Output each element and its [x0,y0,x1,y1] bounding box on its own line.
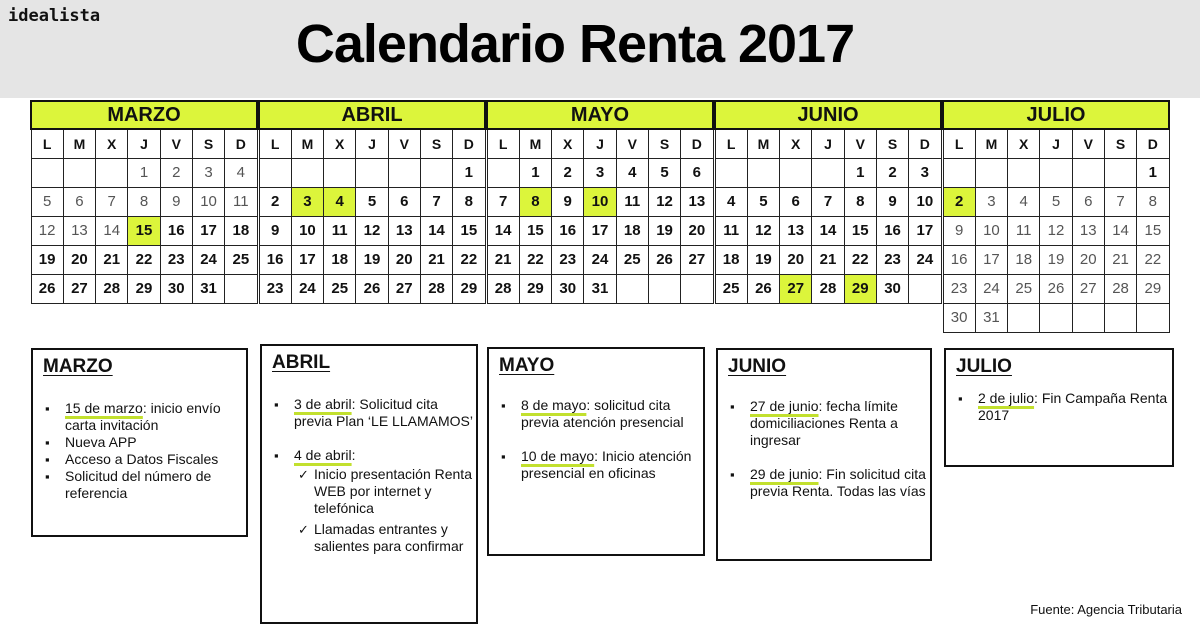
day-cell [1008,304,1040,333]
day-cell: 12 [648,188,680,217]
day-cell: 9 [943,217,975,246]
day-cell: 28 [420,275,452,304]
highlighted-date: 15 de marzo [65,400,143,416]
box-title: MARZO [43,356,113,377]
weekday-header: M [747,129,779,159]
day-cell: 6 [1072,188,1104,217]
calendar-junio [714,100,942,304]
day-cell: 13 [681,188,713,217]
list-item [33,451,246,468]
day-cell [259,159,291,188]
week-row [31,159,257,188]
highlighted-day-cell: 4 [324,188,356,217]
day-cell: 28 [487,275,519,304]
day-cell: 7 [96,188,128,217]
day-cell: 28 [812,275,844,304]
weekday-header: J [128,129,160,159]
info-box-marzo [31,348,248,537]
day-cell: 31 [975,304,1007,333]
weekday-header: D [225,129,257,159]
week-row [487,246,713,275]
day-cell: 6 [780,188,812,217]
day-cell: 20 [681,217,713,246]
day-cell: 16 [552,217,584,246]
list-item [946,390,1172,424]
day-cell [1104,159,1136,188]
weekday-header: J [812,129,844,159]
day-cell: 16 [943,246,975,275]
day-cell: 9 [160,188,192,217]
item-text: : fecha límite domiciliaciones Renta a ingresar [750,398,898,448]
week-row [259,188,485,217]
day-cell: 11 [324,217,356,246]
day-cell: 1 [1137,159,1169,188]
weekday-header: S [648,129,680,159]
day-cell: 22 [1137,246,1169,275]
weekday-header: M [63,129,95,159]
day-cell [1072,159,1104,188]
weekday-header: V [160,129,192,159]
item-text: Solicitud del número de referencia [65,468,212,501]
week-row [943,246,1169,275]
day-cell: 13 [780,217,812,246]
day-cell [975,159,1007,188]
day-cell: 18 [1008,246,1040,275]
weekday-header: D [453,129,485,159]
day-cell [747,159,779,188]
highlighted-day-cell: 27 [780,275,812,304]
day-cell: 30 [876,275,908,304]
week-row [715,188,941,217]
calendar-marzo [30,100,258,304]
day-cell: 25 [1008,275,1040,304]
day-cell: 19 [356,246,388,275]
day-cell: 29 [128,275,160,304]
day-cell: 26 [31,275,63,304]
week-row [31,217,257,246]
day-cell [715,159,747,188]
week-row [943,217,1169,246]
day-cell: 4 [715,188,747,217]
day-cell: 23 [259,275,291,304]
item-text: : Inicio atención presencial en oficinas [521,448,692,481]
day-cell: 12 [31,217,63,246]
day-cell [943,159,975,188]
day-cell: 25 [324,275,356,304]
box-title: JUNIO [728,356,787,377]
item-text: Acceso a Datos Fiscales [65,451,219,467]
weekday-header: S [1104,129,1136,159]
day-cell: 24 [975,275,1007,304]
day-cell: 19 [747,246,779,275]
day-cell: 6 [681,159,713,188]
day-cell: 1 [519,159,551,188]
day-cell: 22 [519,246,551,275]
day-cell: 13 [63,217,95,246]
day-cell: 10 [909,188,941,217]
weekday-header: X [96,129,128,159]
week-row [487,159,713,188]
day-cell: 27 [1072,275,1104,304]
list-item [718,466,930,500]
brand-logo: idealista [8,6,101,26]
day-cell: 24 [291,275,323,304]
highlighted-date: 10 de mayo [521,448,595,464]
highlighted-day-cell: 15 [128,217,160,246]
week-row [715,246,941,275]
day-cell: 7 [1104,188,1136,217]
day-cell [1137,304,1169,333]
day-cell: 3 [584,159,616,188]
list-item [33,434,246,451]
day-cell: 21 [487,246,519,275]
day-cell: 20 [780,246,812,275]
day-cell: 31 [192,275,224,304]
day-cell: 18 [616,217,648,246]
week-row [943,275,1169,304]
sub-item: ✓ Llamadas entrantes y salientes para confirmar [262,521,476,555]
week-row [259,159,485,188]
day-cell [780,159,812,188]
info-box-junio [716,348,932,561]
item-text: : [351,447,356,463]
day-cell: 30 [943,304,975,333]
weekday-header: L [487,129,519,159]
day-cell: 14 [1104,217,1136,246]
day-cell [225,275,257,304]
day-cell: 2 [259,188,291,217]
day-cell: 26 [747,275,779,304]
day-cell: 6 [63,188,95,217]
day-cell: 2 [876,159,908,188]
day-cell: 19 [1040,246,1072,275]
list-item [718,398,930,449]
month-name: JUNIO [715,101,941,129]
day-cell: 5 [747,188,779,217]
highlighted-date: 4 de abril [294,447,352,463]
day-cell: 17 [909,217,941,246]
day-cell: 20 [388,246,420,275]
week-row [487,188,713,217]
box-title: MAYO [499,355,555,376]
day-cell [1104,304,1136,333]
day-cell [681,275,713,304]
month-name: JULIO [943,101,1169,129]
weekday-header: V [616,129,648,159]
day-cell: 28 [96,275,128,304]
weekday-header: D [909,129,941,159]
highlighted-date: 8 de mayo [521,397,587,413]
day-cell [31,159,63,188]
day-cell: 16 [259,246,291,275]
day-cell: 27 [63,275,95,304]
day-cell: 23 [552,246,584,275]
calendar-mayo [486,100,714,304]
day-cell: 26 [356,275,388,304]
item-text: Nueva APP [65,434,137,450]
day-cell: 14 [812,217,844,246]
day-cell [96,159,128,188]
day-cell [648,275,680,304]
day-cell: 13 [1072,217,1104,246]
day-cell: 17 [192,217,224,246]
weekday-header: X [552,129,584,159]
week-row [259,275,485,304]
day-cell: 27 [388,275,420,304]
box-title: JULIO [956,356,1012,377]
day-cell [324,159,356,188]
month-name: MARZO [31,101,257,129]
weekday-header: D [1137,129,1169,159]
day-cell: 24 [909,246,941,275]
highlighted-date: 27 de junio [750,398,819,414]
month-name: MAYO [487,101,713,129]
day-cell: 8 [128,188,160,217]
list-item [262,396,476,430]
list-item [33,468,246,502]
week-row [943,159,1169,188]
day-cell: 2 [552,159,584,188]
day-cell: 11 [225,188,257,217]
day-cell: 22 [844,246,876,275]
day-cell: 18 [324,246,356,275]
day-cell: 4 [225,159,257,188]
day-cell: 14 [96,217,128,246]
day-cell: 24 [192,246,224,275]
week-row [31,246,257,275]
week-row [31,275,257,304]
sub-item: ✓ Inicio presentación Renta WEB por internet y telefónica [262,466,476,517]
day-cell: 10 [975,217,1007,246]
calendar-abril [258,100,486,304]
day-cell: 5 [1040,188,1072,217]
day-cell: 23 [943,275,975,304]
day-cell: 11 [616,188,648,217]
day-cell: 8 [1137,188,1169,217]
weekday-header: D [681,129,713,159]
day-cell [616,275,648,304]
highlighted-day-cell: 10 [584,188,616,217]
day-cell: 18 [225,217,257,246]
day-cell: 31 [584,275,616,304]
day-cell: 3 [192,159,224,188]
day-cell [1040,304,1072,333]
day-cell [420,159,452,188]
day-cell: 30 [160,275,192,304]
day-cell: 25 [225,246,257,275]
day-cell: 7 [812,188,844,217]
day-cell: 1 [453,159,485,188]
highlighted-day-cell: 29 [844,275,876,304]
day-cell: 17 [584,217,616,246]
week-row [715,275,941,304]
weekday-header: L [259,129,291,159]
day-cell: 15 [1137,217,1169,246]
day-cell: 15 [453,217,485,246]
day-cell: 14 [420,217,452,246]
day-cell: 9 [552,188,584,217]
day-cell: 10 [291,217,323,246]
weekday-header: V [844,129,876,159]
day-cell: 10 [192,188,224,217]
day-cell: 23 [160,246,192,275]
week-row [487,217,713,246]
week-row [715,217,941,246]
day-cell: 15 [519,217,551,246]
day-cell: 9 [876,188,908,217]
day-cell: 6 [388,188,420,217]
highlighted-date: 29 de junio [750,466,819,482]
day-cell: 1 [128,159,160,188]
day-cell [1072,304,1104,333]
day-cell [1008,159,1040,188]
day-cell: 12 [356,217,388,246]
day-cell: 25 [715,275,747,304]
day-cell: 11 [1008,217,1040,246]
day-cell: 5 [356,188,388,217]
weekday-header: L [715,129,747,159]
day-cell: 24 [584,246,616,275]
list-item [33,400,246,434]
item-text: : Fin Campaña Renta 2017 [978,390,1168,423]
weekday-header: J [584,129,616,159]
day-cell: 8 [844,188,876,217]
day-cell: 19 [31,246,63,275]
day-cell: 4 [1008,188,1040,217]
day-cell: 26 [648,246,680,275]
week-row [943,304,1169,333]
day-cell: 16 [160,217,192,246]
header-bar [0,0,1200,98]
day-cell [487,159,519,188]
item-text: : inicio envío carta invitación [65,400,221,433]
day-cell [812,159,844,188]
weekday-header: M [291,129,323,159]
weekday-header: J [1040,129,1072,159]
day-cell [909,275,941,304]
day-cell: 17 [291,246,323,275]
day-cell [356,159,388,188]
day-cell: 4 [616,159,648,188]
day-cell: 13 [388,217,420,246]
item-text: : Solicitud cita previa Plan ‘LE LLAMAMOS’ [294,396,473,429]
weekday-header: X [780,129,812,159]
day-cell: 29 [453,275,485,304]
day-cell: 22 [453,246,485,275]
day-cell: 26 [1040,275,1072,304]
day-cell: 17 [975,246,1007,275]
highlighted-day-cell: 3 [291,188,323,217]
weekday-header: M [975,129,1007,159]
day-cell: 12 [747,217,779,246]
day-cell: 12 [1040,217,1072,246]
day-cell: 3 [909,159,941,188]
day-cell: 16 [876,217,908,246]
weekday-header: X [324,129,356,159]
day-cell: 20 [63,246,95,275]
weekday-header: M [519,129,551,159]
day-cell: 29 [1137,275,1169,304]
day-cell: 5 [31,188,63,217]
weekday-header: S [876,129,908,159]
day-cell: 7 [420,188,452,217]
day-cell: 9 [259,217,291,246]
day-cell: 22 [128,246,160,275]
day-cell [63,159,95,188]
day-cell: 7 [487,188,519,217]
weekday-header: V [1072,129,1104,159]
day-cell: 3 [975,188,1007,217]
week-row [487,275,713,304]
box-title: ABRIL [272,352,331,373]
day-cell: 21 [96,246,128,275]
info-box-mayo [487,347,705,556]
day-cell: 28 [1104,275,1136,304]
page-title: Calendario Renta 2017 [295,14,855,74]
highlighted-date: 2 de julio [978,390,1035,406]
day-cell: 8 [453,188,485,217]
day-cell: 20 [1072,246,1104,275]
week-row [259,217,485,246]
weekday-header: V [388,129,420,159]
weekday-header: X [1008,129,1040,159]
weekday-header: L [31,129,63,159]
day-cell: 21 [1104,246,1136,275]
day-cell: 23 [876,246,908,275]
highlighted-date: 3 de abril [294,396,352,412]
day-cell: 18 [715,246,747,275]
day-cell: 29 [519,275,551,304]
day-cell: 27 [681,246,713,275]
day-cell: 30 [552,275,584,304]
list-item [262,447,476,464]
weekday-header: S [192,129,224,159]
day-cell: 5 [648,159,680,188]
week-row [259,246,485,275]
week-row [715,159,941,188]
item-text: : Fin solicitud cita previa Renta. Todas las vías [750,466,926,499]
highlighted-day-cell: 8 [519,188,551,217]
week-row [31,188,257,217]
week-row [943,188,1169,217]
item-text: : solicitud cita previa atención presencial [521,397,684,430]
day-cell: 19 [648,217,680,246]
weekday-header: L [943,129,975,159]
day-cell [388,159,420,188]
info-box-abril [260,344,478,624]
month-name: ABRIL [259,101,485,129]
day-cell: 14 [487,217,519,246]
weekday-header: S [420,129,452,159]
day-cell: 11 [715,217,747,246]
day-cell: 2 [160,159,192,188]
info-box-julio [944,348,1174,467]
weekday-header: J [356,129,388,159]
day-cell: 1 [844,159,876,188]
day-cell: 15 [844,217,876,246]
day-cell: 21 [420,246,452,275]
day-cell: 25 [616,246,648,275]
day-cell [291,159,323,188]
day-cell: 21 [812,246,844,275]
highlighted-day-cell: 2 [943,188,975,217]
day-cell [1040,159,1072,188]
list-item [489,397,703,431]
source-footer: Fuente: Agencia Tributaria [1030,602,1182,617]
list-item [489,448,703,482]
calendar-julio [942,100,1170,333]
